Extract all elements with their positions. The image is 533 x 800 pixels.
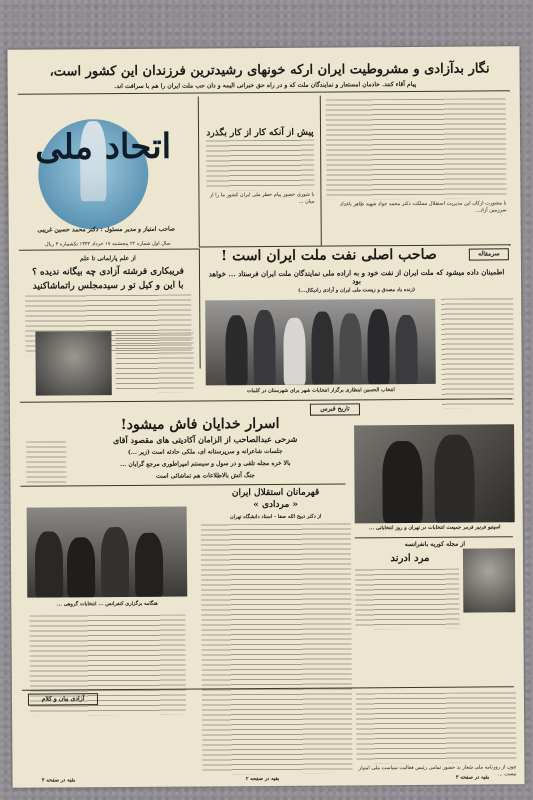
photo-group-left: [27, 507, 188, 598]
left-photo-side-text: [115, 333, 193, 394]
top-center-text: [206, 140, 314, 191]
top-center-excerpt: با شوری حضور پیام خطر ملی ایران کشور ما را از میان ...: [209, 191, 315, 205]
rule: [20, 398, 512, 402]
right-mid-text: [355, 569, 459, 630]
photo-3-caption: هنگامه برگزاری کنفرانس ... انتخابات گروهی ...: [56, 600, 158, 608]
photo-1-caption: انتخاب الحسین ابتظاری برگزار انتخابات شهر برای شهرستان در کلمات: [246, 387, 395, 395]
top-right-excerpt: با مشورت ارکان این مدیریت استقلال مملکت دکتر محمد جواد شهید طاهر باغداد سرزمین آزاد...: [339, 200, 507, 214]
rule: [199, 248, 201, 368]
headline-2-sub-3: بالا خره مجله تلقی و در سول و سیستم امپراطوری مرجع گرایان ...: [120, 459, 291, 469]
top-center-headline: پیش از آنکه کار از کار بگذرد: [206, 127, 314, 139]
newspaper-page: [7, 46, 524, 788]
top-right-text: [326, 98, 507, 199]
section-3-text: [201, 523, 353, 774]
headline-2-sub: شرحی عبدالصاحب از الزامان آکادیتی های مقصود آقای: [112, 433, 298, 446]
logo-caption: صاحب امتیاز و مدیر مسئول : دکتر محمد حسین غریبی: [37, 225, 175, 234]
section-label: سرمقاله: [469, 248, 509, 260]
photo-2-caption: اسپتیو فرنیر فرمر جمیعت انتخابات در تهران و روز انتخاباتی ...: [368, 524, 501, 532]
photo-officer-portrait: [463, 548, 515, 612]
right-mid-title: از مجله کوریه بانفرانسه: [404, 540, 466, 549]
rule: [198, 96, 200, 246]
left-sidebar-title: فریبکاری فرشته آزادی چه بیگانه ندیده ؟: [32, 266, 184, 278]
issue-line: سال اول شماره ۲۲ پنجشنبه ۱۷ خرداد ۱۳۳۲ تکشماره ۳ ریال: [44, 240, 171, 248]
masthead-top-line: نگار بدآزادی و مشروطیت ایران ارکه خونهای رشیدترین فرزندان این کشور است،: [49, 61, 490, 80]
headline-2: اسرار خدایان فاش میشود!: [120, 415, 280, 434]
rule: [19, 248, 199, 250]
tab-label-2: تاریخ قبرس: [310, 403, 360, 415]
bottom-left-title: آزادی بیان و کلام: [28, 693, 98, 705]
main-subheadline-2: (زنده باد مصدق و زیست ملی ایران و آزادی رادیکال...): [298, 286, 416, 294]
right-col-text: [441, 298, 514, 408]
main-headline: صاحب اصلی نفت ملت ایران است !: [220, 246, 437, 265]
right-mid-heading: مرد ادرند: [390, 552, 430, 565]
page-ref-2: بقیه در صفحه ۲: [245, 775, 280, 783]
left-sidebar-title-2: با این و کیل تو ر سیدمجلس راتماشاکنید: [32, 280, 184, 292]
photo-portrait-left: [35, 331, 111, 396]
bottom-right-text: چون از روزنامه ملی شعار بد حضور تمامی رئیس فعالیت سیاست ملی امتیاز نیست ...: [358, 764, 517, 777]
photo-officials-right: [354, 424, 515, 523]
main-subheadline: اطمینان داده میشود که ملت ایران از نفت خود و به اراده ملی نمایندگان ملت ایران فرستاد ... خواهد بود: [208, 267, 505, 285]
masthead-rule: [18, 90, 510, 94]
section-3-sub: « مردادی »: [253, 499, 299, 511]
logo-title: اتحاد ملی: [34, 126, 172, 168]
rule: [320, 96, 322, 246]
headline-2-sub-4: جنگ آتش بالاطلاعات هم تماشائی است: [155, 472, 255, 480]
section-3-sub-2: از دکتر ذبیح الله صفا - استاد دانشگاه تهران: [230, 513, 322, 521]
photo-group-meeting: [205, 299, 436, 386]
masthead-sub-line: پیام آقاء کنند. خادمان امستعار و نمایندگان ملت که و در راه حق خبرانی الیمه و دان حب ملت ایران را هم با سرافت اند.: [114, 80, 417, 91]
headline-2-sub-2: جلسات شاعرانه و سرپرستانه ای، ملکی حادثه است (زیر ...): [127, 447, 283, 456]
section-3-title: قهرمانان استقلال ایران: [231, 487, 320, 499]
page-ref-3: بقیه در صفحه ۳: [455, 774, 490, 781]
left-sidebar-headline: از علم پارلمانی تا علم: [79, 254, 136, 263]
bottom-right-text-block: [356, 692, 516, 763]
rule: [355, 536, 513, 538]
rule: [20, 483, 345, 486]
left-mid-text: [26, 441, 66, 485]
page-ref-1: بقیه در صفحه ۴: [41, 777, 76, 784]
